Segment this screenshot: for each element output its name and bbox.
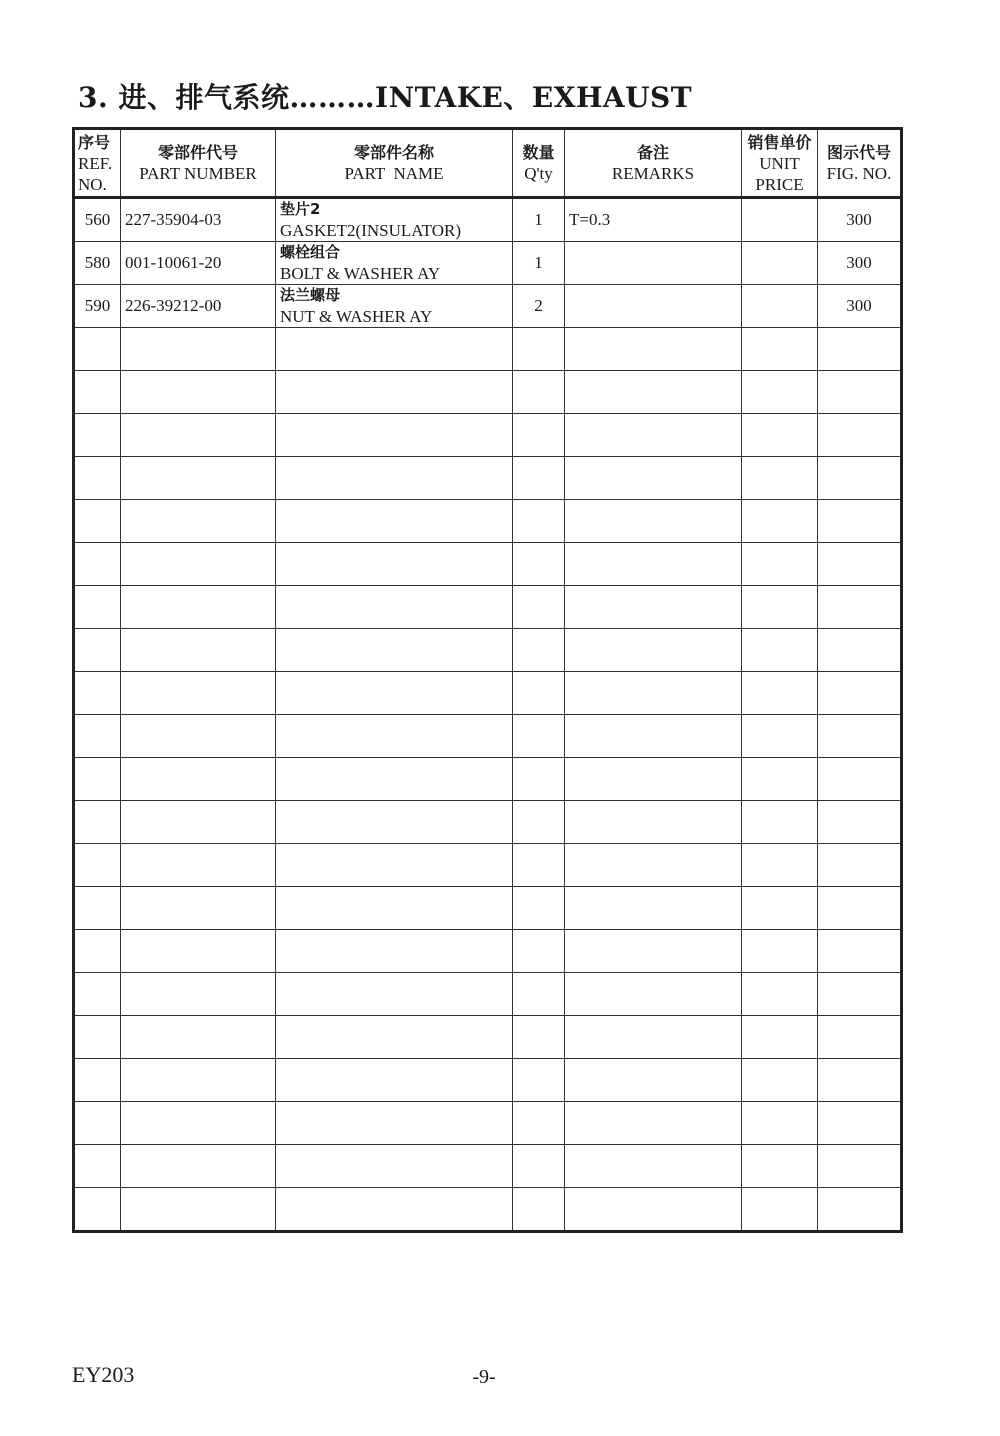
empty-cell	[74, 801, 121, 844]
empty-cell	[818, 414, 902, 457]
empty-cell	[818, 715, 902, 758]
empty-cell	[742, 973, 818, 1016]
empty-cell	[742, 930, 818, 973]
empty-cell	[276, 715, 513, 758]
empty-table-row	[74, 715, 902, 758]
empty-cell	[276, 930, 513, 973]
header-unit-price-en2: PRICE	[755, 174, 804, 194]
empty-cell	[565, 414, 742, 457]
empty-cell	[818, 328, 902, 371]
empty-cell	[121, 371, 276, 414]
empty-cell	[276, 844, 513, 887]
empty-cell	[276, 1102, 513, 1145]
empty-cell	[276, 1059, 513, 1102]
empty-cell	[742, 887, 818, 930]
empty-cell	[565, 844, 742, 887]
cell-remarks	[565, 242, 742, 285]
empty-table-row	[74, 1016, 902, 1059]
cell-unit-price	[742, 285, 818, 328]
empty-cell	[74, 758, 121, 801]
empty-cell	[818, 1145, 902, 1188]
empty-cell	[742, 672, 818, 715]
empty-cell	[74, 457, 121, 500]
empty-cell	[513, 801, 565, 844]
empty-cell	[121, 973, 276, 1016]
empty-cell	[121, 629, 276, 672]
footer-model-code: EY203	[72, 1362, 135, 1387]
empty-cell	[818, 930, 902, 973]
empty-cell	[121, 457, 276, 500]
empty-cell	[742, 1016, 818, 1059]
header-ref-en2: NO.	[78, 174, 107, 194]
empty-cell	[276, 1188, 513, 1232]
empty-cell	[74, 414, 121, 457]
empty-cell	[742, 844, 818, 887]
empty-cell	[276, 328, 513, 371]
empty-cell	[742, 586, 818, 629]
empty-cell	[513, 629, 565, 672]
empty-cell	[565, 672, 742, 715]
empty-table-row	[74, 328, 902, 371]
empty-cell	[742, 328, 818, 371]
empty-cell	[742, 457, 818, 500]
empty-table-row	[74, 930, 902, 973]
empty-table-row	[74, 887, 902, 930]
empty-cell	[565, 1059, 742, 1102]
empty-cell	[74, 500, 121, 543]
empty-cell	[742, 629, 818, 672]
empty-cell	[121, 500, 276, 543]
empty-cell	[818, 1188, 902, 1232]
empty-cell	[565, 457, 742, 500]
empty-cell	[565, 887, 742, 930]
empty-cell	[565, 1145, 742, 1188]
empty-cell	[513, 844, 565, 887]
empty-table-row	[74, 586, 902, 629]
empty-cell	[276, 371, 513, 414]
cell-part-name	[276, 285, 513, 328]
header-part-name	[276, 129, 513, 198]
empty-cell	[513, 715, 565, 758]
header-qty-en: Q'ty	[524, 164, 553, 183]
empty-cell	[818, 371, 902, 414]
empty-cell	[513, 500, 565, 543]
empty-cell	[276, 414, 513, 457]
empty-cell	[276, 457, 513, 500]
empty-table-row	[74, 629, 902, 672]
cell-remarks	[565, 285, 742, 328]
cell-part-name-en: GASKET2(INSULATOR)	[280, 221, 462, 240]
empty-cell	[818, 1102, 902, 1145]
header-ref-no	[74, 129, 121, 198]
empty-table-row	[74, 543, 902, 586]
empty-cell	[565, 1016, 742, 1059]
empty-cell	[742, 1188, 818, 1232]
cell-part-name-en: NUT & WASHER AY	[280, 307, 433, 326]
empty-cell	[818, 1016, 902, 1059]
empty-cell	[74, 1145, 121, 1188]
empty-cell	[818, 500, 902, 543]
empty-cell	[818, 801, 902, 844]
empty-cell	[121, 586, 276, 629]
empty-cell	[276, 801, 513, 844]
parts-table-body	[74, 198, 902, 1232]
header-fig-no-en: FIG. NO.	[826, 164, 892, 183]
empty-cell	[565, 1102, 742, 1145]
empty-cell	[742, 1145, 818, 1188]
empty-cell	[818, 973, 902, 1016]
empty-cell	[513, 1188, 565, 1232]
empty-cell	[565, 930, 742, 973]
empty-cell	[276, 887, 513, 930]
header-remarks-zh: 备注	[636, 143, 669, 162]
empty-cell	[565, 543, 742, 586]
cell-qty: 1	[513, 242, 565, 285]
table-row	[74, 242, 902, 285]
empty-cell	[276, 586, 513, 629]
empty-table-row	[74, 457, 902, 500]
empty-cell	[513, 1102, 565, 1145]
table-row	[74, 198, 902, 242]
empty-cell	[276, 543, 513, 586]
empty-cell	[513, 371, 565, 414]
empty-cell	[121, 1016, 276, 1059]
empty-cell	[513, 973, 565, 1016]
empty-cell	[74, 1188, 121, 1232]
empty-cell	[742, 715, 818, 758]
empty-cell	[121, 715, 276, 758]
cell-part-number: 226-39212-00	[121, 285, 276, 328]
cell-qty: 1	[513, 198, 565, 242]
empty-cell	[513, 758, 565, 801]
empty-table-row	[74, 1102, 902, 1145]
cell-remarks: T=0.3	[565, 198, 742, 242]
cell-part-name-zh: 螺栓组合	[280, 243, 341, 261]
empty-cell	[742, 801, 818, 844]
table-header-row	[74, 129, 902, 198]
empty-cell	[74, 328, 121, 371]
table-row	[74, 285, 902, 328]
cell-fig-no: 300	[818, 285, 902, 328]
empty-cell	[513, 1059, 565, 1102]
empty-cell	[818, 629, 902, 672]
empty-cell	[742, 500, 818, 543]
empty-cell	[276, 758, 513, 801]
header-unit-price	[742, 129, 818, 198]
empty-cell	[742, 371, 818, 414]
empty-table-row	[74, 672, 902, 715]
page-title: 3. 进、排气系统………INTAKE、EXHAUST	[78, 81, 693, 114]
empty-table-row	[74, 1145, 902, 1188]
empty-cell	[742, 414, 818, 457]
cell-qty: 2	[513, 285, 565, 328]
empty-cell	[276, 973, 513, 1016]
empty-cell	[121, 543, 276, 586]
empty-cell	[121, 887, 276, 930]
cell-unit-price	[742, 242, 818, 285]
parts-table	[72, 127, 903, 1233]
cell-part-name-zh: 法兰螺母	[280, 286, 341, 304]
header-part-name-en: PART NAME	[344, 164, 444, 183]
empty-cell	[74, 629, 121, 672]
empty-cell	[742, 1059, 818, 1102]
cell-fig-no: 300	[818, 198, 902, 242]
header-part-number-en: PART NUMBER	[139, 164, 257, 183]
empty-cell	[513, 586, 565, 629]
header-unit-price-en1: UNIT	[759, 153, 800, 173]
header-qty-zh: 数量	[522, 143, 555, 162]
empty-cell	[818, 586, 902, 629]
empty-cell	[276, 629, 513, 672]
empty-cell	[121, 1102, 276, 1145]
empty-cell	[818, 1059, 902, 1102]
cell-fig-no: 300	[818, 242, 902, 285]
cell-unit-price	[742, 198, 818, 242]
cell-part-name	[276, 242, 513, 285]
empty-cell	[276, 1016, 513, 1059]
cell-ref-no: 580	[74, 242, 121, 285]
empty-cell	[121, 672, 276, 715]
empty-cell	[276, 672, 513, 715]
empty-cell	[74, 543, 121, 586]
empty-cell	[818, 543, 902, 586]
empty-cell	[742, 758, 818, 801]
empty-cell	[121, 930, 276, 973]
empty-cell	[742, 1102, 818, 1145]
header-part-number	[121, 129, 276, 198]
header-fig-no	[818, 129, 902, 198]
footer-page-number: -9-	[472, 1366, 496, 1388]
cell-part-name	[276, 198, 513, 242]
empty-cell	[565, 715, 742, 758]
cell-part-number: 001-10061-20	[121, 242, 276, 285]
empty-cell	[513, 414, 565, 457]
empty-cell	[565, 371, 742, 414]
empty-cell	[276, 500, 513, 543]
cell-part-name-en: BOLT & WASHER AY	[280, 264, 441, 283]
empty-cell	[74, 715, 121, 758]
empty-cell	[565, 629, 742, 672]
empty-cell	[742, 543, 818, 586]
empty-cell	[818, 672, 902, 715]
empty-cell	[513, 672, 565, 715]
empty-cell	[565, 973, 742, 1016]
header-ref-en1: REF.	[78, 153, 113, 173]
empty-cell	[121, 801, 276, 844]
empty-table-row	[74, 500, 902, 543]
empty-table-row	[74, 1059, 902, 1102]
empty-cell	[74, 1102, 121, 1145]
header-unit-price-zh: 销售单价	[747, 132, 812, 152]
empty-cell	[74, 1059, 121, 1102]
empty-cell	[565, 328, 742, 371]
empty-cell	[74, 973, 121, 1016]
empty-cell	[74, 844, 121, 887]
empty-cell	[513, 1016, 565, 1059]
empty-cell	[513, 457, 565, 500]
header-part-number-zh: 零部件代号	[157, 143, 238, 162]
empty-cell	[513, 887, 565, 930]
empty-cell	[513, 1145, 565, 1188]
header-fig-no-zh: 图示代号	[826, 143, 891, 162]
empty-cell	[513, 328, 565, 371]
empty-cell	[565, 758, 742, 801]
empty-cell	[818, 457, 902, 500]
header-qty	[513, 129, 565, 198]
empty-cell	[74, 1016, 121, 1059]
empty-cell	[121, 844, 276, 887]
empty-cell	[121, 758, 276, 801]
empty-cell	[818, 887, 902, 930]
empty-table-row	[74, 414, 902, 457]
header-ref-zh: 序号	[78, 132, 111, 152]
empty-cell	[74, 887, 121, 930]
empty-cell	[121, 1145, 276, 1188]
empty-cell	[74, 371, 121, 414]
empty-cell	[565, 1188, 742, 1232]
empty-cell	[74, 672, 121, 715]
empty-cell	[74, 586, 121, 629]
empty-table-row	[74, 801, 902, 844]
empty-cell	[513, 930, 565, 973]
empty-cell	[121, 1188, 276, 1232]
empty-cell	[565, 500, 742, 543]
header-remarks-en: REMARKS	[611, 164, 695, 183]
header-part-name-zh: 零部件名称	[353, 143, 434, 162]
empty-cell	[74, 930, 121, 973]
empty-cell	[565, 586, 742, 629]
empty-table-row	[74, 758, 902, 801]
empty-cell	[121, 1059, 276, 1102]
empty-cell	[818, 844, 902, 887]
empty-table-row	[74, 973, 902, 1016]
empty-table-row	[74, 371, 902, 414]
empty-cell	[565, 801, 742, 844]
empty-cell	[276, 1145, 513, 1188]
cell-part-number: 227-35904-03	[121, 198, 276, 242]
empty-table-row	[74, 844, 902, 887]
empty-cell	[121, 328, 276, 371]
header-remarks	[565, 129, 742, 198]
empty-table-row	[74, 1188, 902, 1232]
cell-part-name-zh: 垫片2	[280, 200, 321, 218]
empty-cell	[513, 543, 565, 586]
cell-ref-no: 590	[74, 285, 121, 328]
empty-cell	[121, 414, 276, 457]
empty-cell	[818, 758, 902, 801]
cell-ref-no: 560	[74, 198, 121, 242]
